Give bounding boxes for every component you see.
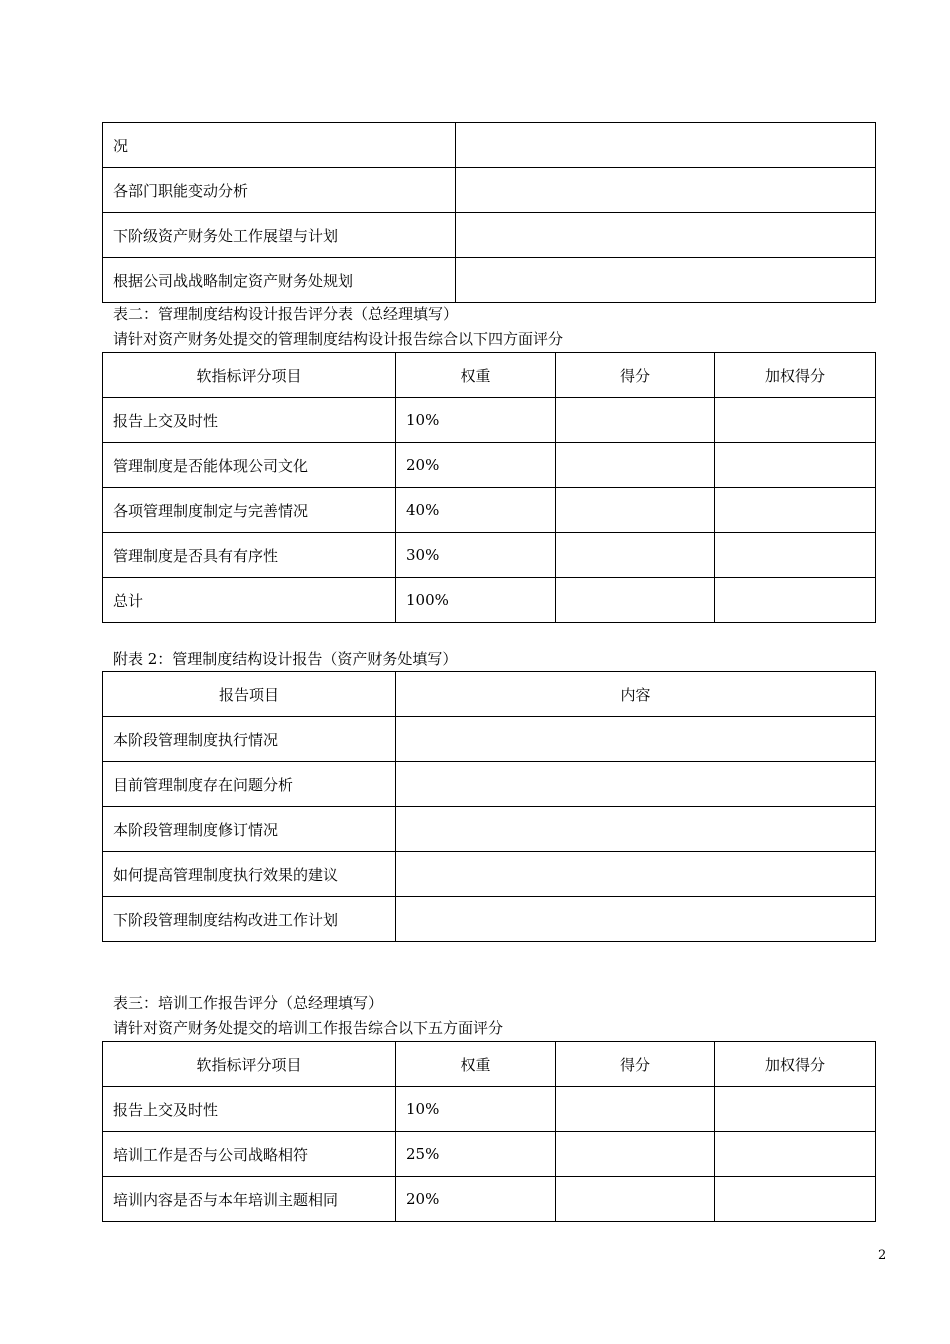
header-item: 软指标评分项目 [103, 353, 396, 398]
report-item-cell: 本阶段管理制度修订情况 [103, 807, 396, 852]
table-row [103, 1087, 876, 1132]
weight-cell: 100% [396, 578, 556, 623]
table-row [103, 1132, 876, 1177]
header-weight: 权重 [396, 1042, 556, 1087]
table3-instruction: 请针对资产财务处提交的培训工作报告综合以下五方面评分 [113, 1019, 504, 1037]
table-row [103, 852, 876, 897]
weight-cell: 30% [396, 533, 556, 578]
item-cell: 培训内容是否与本年培训主题相同 [103, 1177, 396, 1222]
header-weighted-score: 加权得分 [715, 1042, 876, 1087]
content-cell[interactable] [456, 168, 876, 213]
weighted-score-cell[interactable] [715, 533, 876, 578]
table-header-row [103, 353, 876, 398]
table-row [103, 258, 876, 303]
weighted-score-cell[interactable] [715, 1177, 876, 1222]
item-cell: 报告上交及时性 [103, 398, 396, 443]
score-cell[interactable] [556, 488, 715, 533]
weight-cell: 10% [396, 1087, 556, 1132]
table-total-row [103, 578, 876, 623]
weighted-score-cell[interactable] [715, 443, 876, 488]
weighted-score-cell[interactable] [715, 398, 876, 443]
weighted-score-cell[interactable] [715, 488, 876, 533]
header-item: 软指标评分项目 [103, 1042, 396, 1087]
weighted-score-cell[interactable] [715, 1132, 876, 1177]
table-row [103, 213, 876, 258]
table-header-row [103, 1042, 876, 1087]
table2-title: 表二：管理制度结构设计报告评分表（总经理填写） [113, 305, 459, 323]
weight-cell: 20% [396, 443, 556, 488]
table-row [103, 398, 876, 443]
table3-title: 表三：培训工作报告评分（总经理填写） [113, 994, 384, 1012]
content-cell[interactable] [396, 762, 876, 807]
table-header-row [103, 672, 876, 717]
table-row [103, 1177, 876, 1222]
header-score: 得分 [556, 1042, 715, 1087]
table-row [103, 762, 876, 807]
item-cell: 管理制度是否具有有序性 [103, 533, 396, 578]
item-cell: 管理制度是否能体现公司文化 [103, 443, 396, 488]
score-cell[interactable] [556, 578, 715, 623]
score-cell[interactable] [556, 398, 715, 443]
table2-scoring-table [102, 352, 876, 623]
report-item-cell: 如何提高管理制度执行效果的建议 [103, 852, 396, 897]
appendix2-title: 附表 2：管理制度结构设计报告（资产财务处填写） [113, 650, 458, 668]
report-item-cell: 下阶级资产财务处工作展望与计划 [103, 213, 456, 258]
weight-cell: 25% [396, 1132, 556, 1177]
table3-scoring-table [102, 1041, 876, 1222]
weight-cell: 10% [396, 398, 556, 443]
content-cell[interactable] [456, 213, 876, 258]
score-cell[interactable] [556, 533, 715, 578]
weighted-score-cell[interactable] [715, 1087, 876, 1132]
weight-cell: 20% [396, 1177, 556, 1222]
table-row [103, 443, 876, 488]
score-cell[interactable] [556, 443, 715, 488]
report-item-cell: 况 [103, 123, 456, 168]
header-weighted-score: 加权得分 [715, 353, 876, 398]
item-cell: 各项管理制度制定与完善情况 [103, 488, 396, 533]
content-cell[interactable] [396, 807, 876, 852]
item-cell: 总计 [103, 578, 396, 623]
content-cell[interactable] [396, 717, 876, 762]
report-item-cell: 各部门职能变动分析 [103, 168, 456, 213]
table-row [103, 897, 876, 942]
weight-cell: 40% [396, 488, 556, 533]
score-cell[interactable] [556, 1087, 715, 1132]
table-row [103, 533, 876, 578]
content-cell[interactable] [456, 123, 876, 168]
content-cell[interactable] [396, 897, 876, 942]
report-item-cell: 根据公司战战略制定资产财务处规划 [103, 258, 456, 303]
table2-instruction: 请针对资产财务处提交的管理制度结构设计报告综合以下四方面评分 [113, 330, 564, 348]
item-cell: 培训工作是否与公司战略相符 [103, 1132, 396, 1177]
score-cell[interactable] [556, 1177, 715, 1222]
content-cell[interactable] [396, 852, 876, 897]
content-cell[interactable] [456, 258, 876, 303]
appendix2-report-table [102, 671, 876, 942]
weighted-score-cell[interactable] [715, 578, 876, 623]
continuation-table [102, 122, 876, 303]
header-weight: 权重 [396, 353, 556, 398]
table-row [103, 168, 876, 213]
header-report-item: 报告项目 [103, 672, 396, 717]
item-cell: 报告上交及时性 [103, 1087, 396, 1132]
header-score: 得分 [556, 353, 715, 398]
table-row [103, 807, 876, 852]
header-content: 内容 [396, 672, 876, 717]
report-item-cell: 目前管理制度存在问题分析 [103, 762, 396, 807]
table-row [103, 717, 876, 762]
table-row [103, 123, 876, 168]
score-cell[interactable] [556, 1132, 715, 1177]
report-item-cell: 本阶段管理制度执行情况 [103, 717, 396, 762]
page-number: 2 [878, 1248, 887, 1263]
table-row [103, 488, 876, 533]
report-item-cell: 下阶段管理制度结构改进工作计划 [103, 897, 396, 942]
